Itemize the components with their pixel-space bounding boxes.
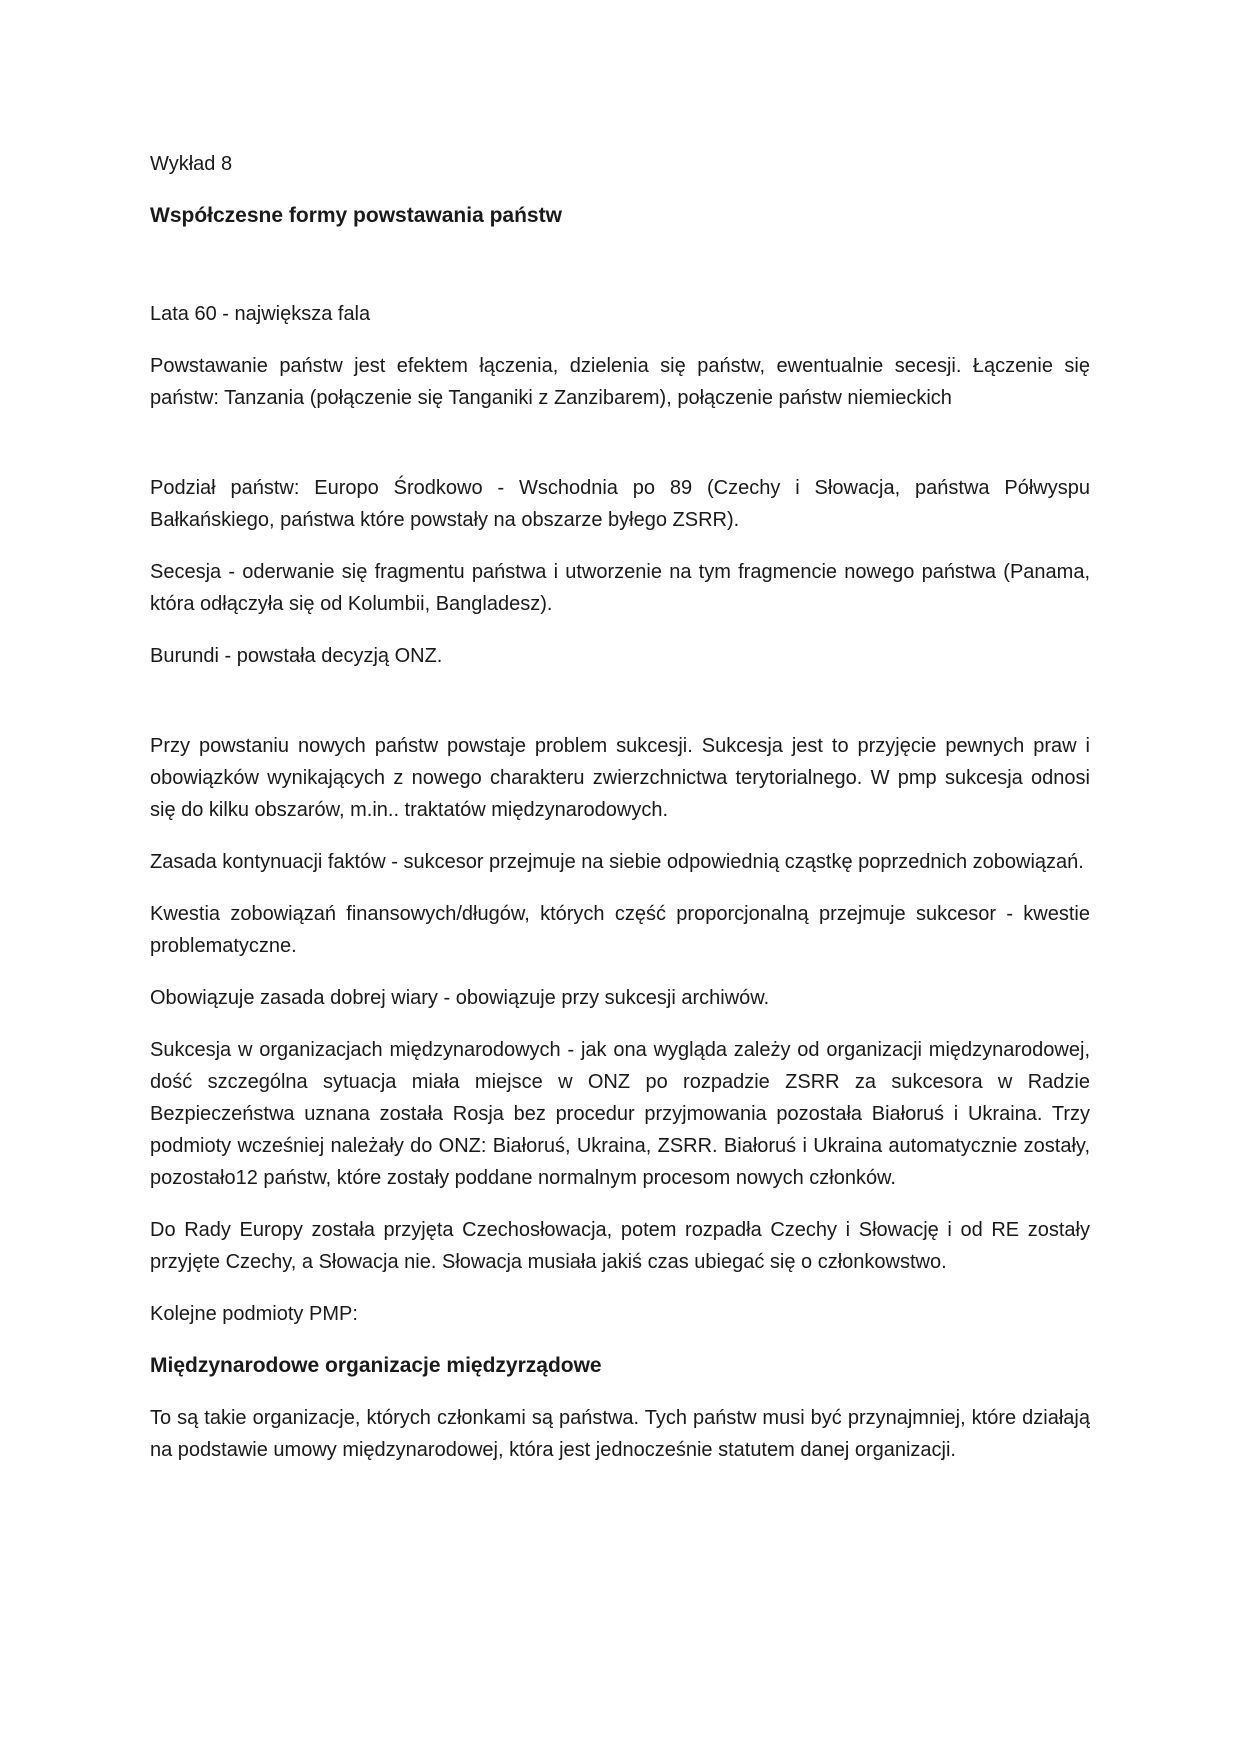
paragraph: Przy powstaniu nowych państw powstaje problem sukcesji. Sukcesja jest to przyjęcie pewnych praw i obowiązków wynikających z nowego charakteru zwierzchnictwa terytorialnego. W pmp sukcesja odnosi się do kilku obszarów, m.in.. traktatów międzynarodowych. (150, 735, 1090, 821)
paragraph: Obowiązuje zasada dobrej wiary - obowiązuje przy sukcesji archiwów. (150, 987, 770, 1009)
paragraph: Burundi - powstała decyzją ONZ. (150, 645, 443, 667)
document-title: Współczesne formy powstawania państw (150, 204, 562, 227)
lecture-label: Wykład 8 (150, 153, 233, 175)
paragraph: Lata 60 - największa fala (150, 303, 371, 325)
paragraph: Zasada kontynuacji faktów - sukcesor przejmuje na siebie odpowiednią cząstkę poprzednich zobowiązań. (150, 851, 1084, 873)
paragraph: Sukcesja w organizacjach międzynarodowych - jak ona wygląda zależy od organizacji międzynarodowej, dość szczególna sytuacja miała miejsce w ONZ po rozpadzie ZSRR za sukcesora w Radzie Bezpieczeństwa uznana została Rosja bez procedur przyjmowania pozostała Białoruś i Ukraina. Trzy podmioty wcześniej należały do ONZ: Białoruś, Ukraina, ZSRR. Białoruś i Ukraina automatycznie zostały, pozostało12 państw, które zostały poddane normalnym procesom nowych członków. (150, 1039, 1090, 1189)
paragraph: Secesja - oderwanie się fragmentu państwa i utworzenie na tym fragmencie nowego państwa (Panama, która odłączyła się od Kolumbii, Bangladesz). (150, 561, 1090, 615)
paragraph: Podział państw: Europo Środkowo - Wschodnia po 89 (Czechy i Słowacja, państwa Półwyspu Bałkańskiego, państwa które powstały na obszarze byłego ZSRR). (150, 477, 1090, 531)
document-content (150, 148, 1090, 1466)
paragraph: Kwestia zobowiązań finansowych/długów, których część proporcjonalną przejmuje sukcesor - kwestie problematyczne. (150, 903, 1090, 957)
paragraph: Do Rady Europy została przyjęta Czechosłowacja, potem rozpadła Czechy i Słowację i od RE zostały przyjęte Czechy, a Słowacja nie. Słowacja musiała jakiś czas ubiegać się o członkowstwo. (150, 1219, 1090, 1273)
paragraph: To są takie organizacje, których członkami są państwa. Tych państw musi być przynajmniej, które działają na podstawie umowy międzynarodowej, która jest jednocześnie statutem danej organizacji. (150, 1407, 1090, 1461)
paragraph: Powstawanie państw jest efektem łączenia, dzielenia się państw, ewentualnie secesji. Łączenie się państw: Tanzania (połączenie się Tanganiki z Zanzibarem), połączenie państw niemieckich (150, 355, 1090, 409)
paragraph: Kolejne podmioty PMP: (150, 1303, 358, 1325)
section-subheading: Międzynarodowe organizacje międzyrządowe (150, 1354, 602, 1377)
